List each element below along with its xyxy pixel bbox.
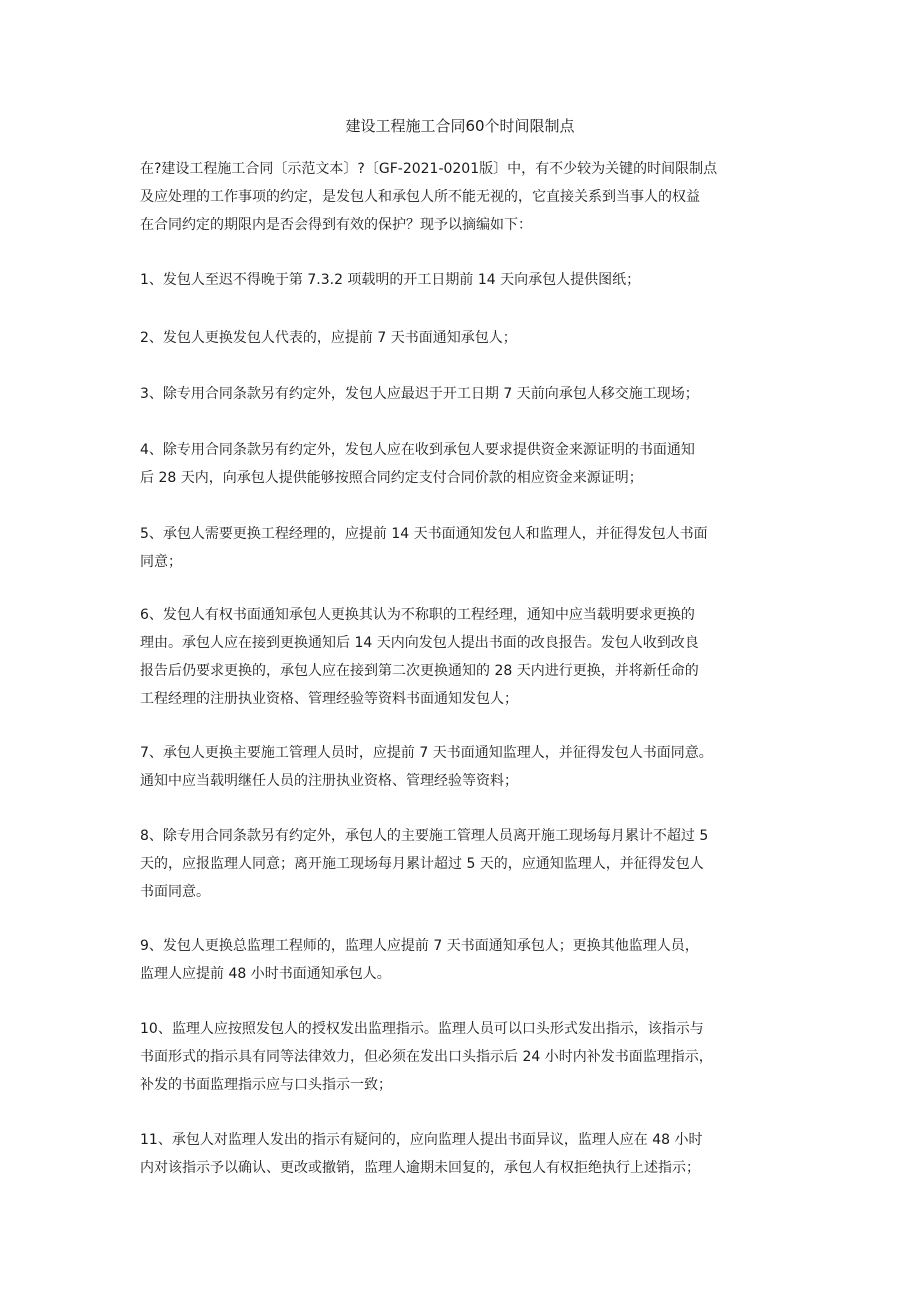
clause-item-2 <box>140 324 800 352</box>
clause-line: 8、除专用合同条款另有约定外，承包人的主要施工管理人员离开施工现场每月累计不超过 5 <box>140 828 709 844</box>
clause-item-3 <box>140 380 800 408</box>
clause-line: 11、承包人对监理人发出的指示有疑问的，应向监理人提出书面异议，监理人应在 48 小时 <box>140 1132 703 1148</box>
clause-item-8 <box>140 822 800 906</box>
clause-line: 内对该指示予以确认、更改或撤销，监理人逾期未回复的，承包人有权拒绝执行上述指示； <box>140 1160 700 1176</box>
clause-line: 1、发包人至迟不得晚于第 7.3.2 项载明的开工日期前 14 天向承包人提供图纸； <box>140 272 641 288</box>
clause-line: 同意； <box>140 554 182 570</box>
document-title: 建设工程施工合同60个时间限制点 <box>345 117 575 135</box>
clause-item-9 <box>140 932 800 988</box>
clause-line: 理由。承包人应在接到更换通知后 14 天内向发包人提出书面的改良报告。发包人收到改良 <box>140 635 699 651</box>
clause-line: 6、发包人有权书面通知承包人更换其认为不称职的工程经理，通知中应当载明要求更换的 <box>140 607 695 623</box>
clause-item-7 <box>140 739 800 795</box>
clause-line: 书面形式的指示具有同等法律效力，但必须在发出口头指示后 24 小时内补发书面监理指示， <box>140 1049 713 1065</box>
clause-line: 3、除专用合同条款另有约定外，发包人应最迟于开工日期 7 天前向承包人移交施工现场； <box>140 386 699 402</box>
clause-line: 报告后仍要求更换的，承包人应在接到第二次更换通知的 28 天内进行更换，并将新任命的 <box>140 663 699 679</box>
clause-line: 补发的书面监理指示应与口头指示一致； <box>140 1077 392 1093</box>
clause-line: 4、除专用合同条款另有约定外，发包人应在收到承包人要求提供资金来源证明的书面通知 <box>140 442 695 458</box>
clause-line: 后 28 天内，向承包人提供能够按照合同约定支付合同价款的相应资金来源证明； <box>140 470 643 486</box>
clause-line: 通知中应当载明继任人员的注册执业资格、管理经验等资料； <box>140 773 518 789</box>
clause-line: 5、承包人需要更换工程经理的，应提前 14 天书面通知发包人和监理人，并征得发包人书面 <box>140 526 708 542</box>
clause-line: 10、监理人应按照发包人的授权发出监理指示。监理人员可以口头形式发出指示，该指示与 <box>140 1021 704 1037</box>
clause-line: 2、发包人更换发包人代表的，应提前 7 天书面通知承包人； <box>140 330 517 346</box>
intro-line: 及应处理的工作事项的约定，是发包人和承包人所不能无视的，它直接关系到当事人的权益 <box>140 189 700 205</box>
clause-item-1 <box>140 266 800 294</box>
clause-line: 书面同意。 <box>140 884 210 900</box>
clause-item-11 <box>140 1126 800 1182</box>
clause-item-5 <box>140 520 800 576</box>
clause-item-6 <box>140 601 800 713</box>
intro-line: 在?建设工程施工合同〔示范文本〕?〔GF-2021-0201版〕中，有不少较为关键的时间限制点 <box>140 161 718 177</box>
intro-line: 在合同约定的期限内是否会得到有效的保护？现予以摘编如下： <box>140 217 532 233</box>
clause-item-4 <box>140 436 800 492</box>
intro-paragraph <box>140 155 800 239</box>
clause-line: 9、发包人更换总监理工程师的，监理人应提前 7 天书面通知承包人；更换其他监理人员， <box>140 938 699 954</box>
clause-line: 7、承包人更换主要施工管理人员时，应提前 7 天书面通知监理人，并征得发包人书面同意。 <box>140 745 713 761</box>
clause-item-10 <box>140 1015 800 1099</box>
clause-line: 监理人应提前 48 小时书面通知承包人。 <box>140 966 391 982</box>
clause-line: 天的，应报监理人同意；离开施工现场每月累计超过 5 天的，应通知监理人，并征得发包人 <box>140 856 704 872</box>
clause-line: 工程经理的注册执业资格、管理经验等资料书面通知发包人； <box>140 691 518 707</box>
